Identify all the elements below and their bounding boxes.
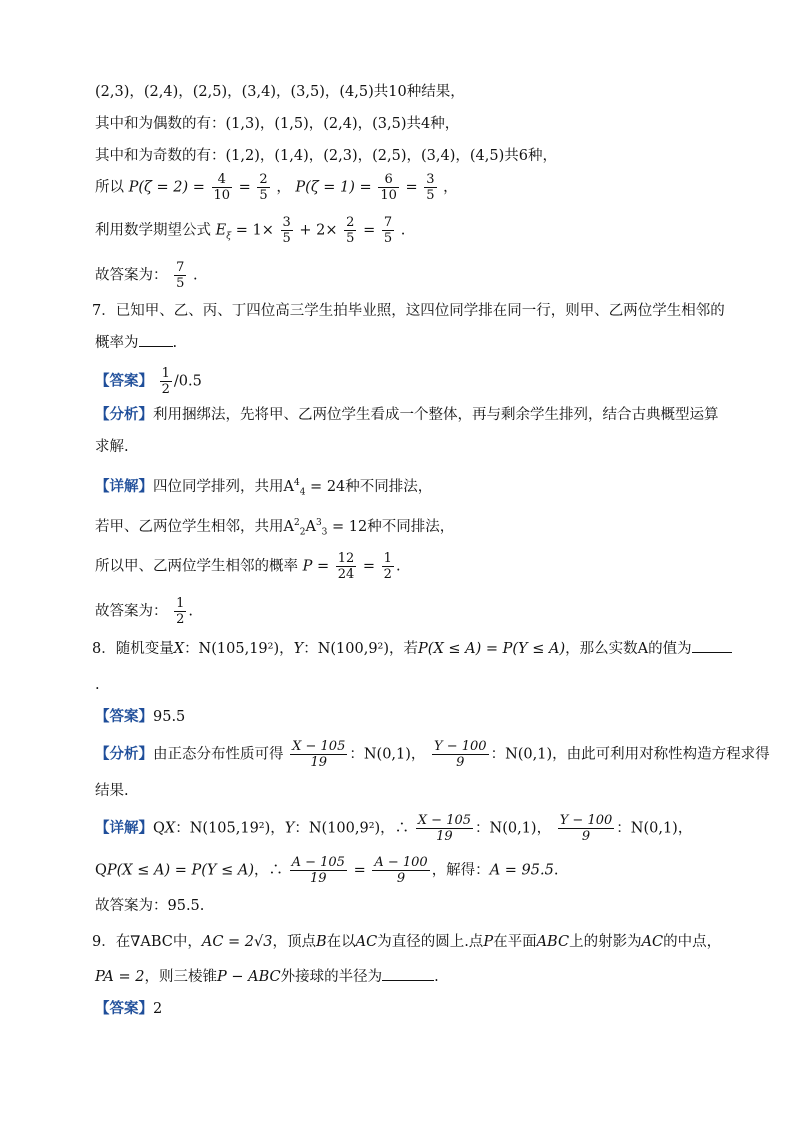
probability-line: 所以 P(ζ = 2) = $\frac{4}{10}$ = $\frac{2}{5}$ ， P(ζ = 1) = $\frac{6}{10}$ = $\frac{3}{5}$ ， bbox=[95, 172, 458, 203]
answer-blank bbox=[382, 968, 434, 981]
question-9-text: 9．在∇ABC中，AC = 2√3，顶点B在以AC为直径的圆上.点P在平面ABC上的射影为AC的中点， bbox=[92, 934, 722, 950]
answer-tag: 【答案】 bbox=[95, 1000, 153, 1017]
even-sum-outcomes: 其中和为偶数的有：(1,3)，(1,5)，(2,4)，(3,5)共4种， bbox=[95, 116, 460, 132]
question-8-text: 8．随机变量X：N(105,19²)，Y：N(100,9²)，若P(X ≤ A) = P(Y ≤ A)，那么实数A的值为 bbox=[92, 638, 732, 660]
fraction: $\frac{Y - 100}{9}$ bbox=[434, 739, 487, 770]
analysis-8: 【分析】由正态分布性质可得 $\frac{X - 105}{19}$ ：N(0,1)， $\frac{Y - 100}{9}$ ：N(0,1)，由此可利用对称性构造方程求得 bbox=[95, 739, 770, 770]
fraction: $\frac{3}{5}$ bbox=[426, 172, 435, 203]
answer-tag: 【答案】 bbox=[95, 708, 153, 725]
detail-tag: 【详解】 bbox=[95, 819, 153, 837]
fraction: $\frac{2}{5}$ bbox=[346, 215, 355, 246]
fraction: $\frac{X - 105}{19}$ bbox=[292, 739, 346, 770]
fraction: $\frac{Y - 100}{9}$ bbox=[559, 813, 613, 844]
expectation-line: 利用数学期望公式 $E_\xi = 1\times$ $\frac{3}{5}$ + 2× $\frac{2}{5}$ = $\frac{7}{5}$ . bbox=[95, 215, 406, 246]
solution-text-line bbox=[95, 81, 465, 103]
fraction: $\frac{12}{24}$ bbox=[337, 551, 355, 582]
detail-7-line: 所以甲、乙两位学生相邻的概率 P = $\frac{12}{24}$ = $\frac{1}{2}$ . bbox=[95, 551, 401, 582]
answer-blank bbox=[692, 640, 732, 653]
answer-blank bbox=[139, 334, 173, 347]
fraction: $\frac{7}{5}$ bbox=[176, 260, 185, 291]
odd-sum-outcomes: 其中和为奇数的有：(1,2)，(1,4)，(2,3)，(2,5)，(3,4)，(4,5)共6种， bbox=[95, 148, 557, 164]
outcomes-list: (2,3)，(2,4)，(2,5)，(3,4)，(3,5)，(4,5)共10种结果， bbox=[95, 84, 465, 100]
answer-line: 故答案为： $\frac{7}{5}$ . bbox=[95, 260, 198, 291]
analysis-tag: 【分析】 bbox=[95, 745, 153, 763]
fraction: $\frac{1}{2}$ bbox=[383, 551, 392, 582]
fraction: $\frac{2}{5}$ bbox=[259, 172, 268, 203]
fraction: $\frac{1}{2}$ bbox=[176, 596, 185, 627]
detail-tag: 【详解】 bbox=[95, 477, 153, 495]
fraction: $\frac{3}{5}$ bbox=[282, 215, 291, 246]
analysis-tag: 【分析】 bbox=[95, 406, 153, 423]
fraction: $\frac{A - 105}{19}$ bbox=[291, 855, 345, 886]
detail-7-answer: 故答案为： $\frac{1}{2}$ . bbox=[95, 596, 193, 627]
analysis-8-cont: 结果. bbox=[95, 783, 129, 799]
fraction: $\frac{7}{5}$ bbox=[383, 215, 393, 246]
fraction: $\frac{4}{10}$ bbox=[213, 172, 231, 203]
detail-7-line: 若甲、乙两位学生相邻，共用$A^2_2A^3_3 = 12$种不同排法， bbox=[95, 518, 455, 538]
solution-text-line bbox=[95, 145, 557, 167]
solution-text-line bbox=[95, 113, 459, 135]
answer-8: 【答案】95.5 bbox=[95, 708, 186, 725]
analysis-7: 【分析】利用捆绑法，先将甲、乙两位学生看成一个整体，再与剩余学生排列，结合古典概型运算 bbox=[95, 406, 719, 423]
fraction: $\frac{6}{10}$ bbox=[380, 172, 397, 203]
answer-tag: 【答案】 bbox=[95, 372, 153, 390]
question-9-text: PA = 2，则三棱锥P − ABC外接球的半径为 . bbox=[95, 969, 439, 985]
question-8-text: . bbox=[95, 677, 100, 693]
fraction: $\frac{X - 105}{19}$ bbox=[417, 813, 472, 844]
detail-8-answer: 故答案为：95.5. bbox=[95, 898, 205, 914]
fraction: $\frac{1}{2}$ bbox=[161, 366, 170, 397]
analysis-7-cont: 求解. bbox=[95, 439, 129, 455]
answer-7: 【答案】 $\frac{1}{2}$ /0.5 bbox=[95, 366, 202, 397]
answer-9: 【答案】2 bbox=[95, 1000, 163, 1017]
detail-7: 【详解】四位同学排列，共用$A^4_4 = 24$种不同排法， bbox=[95, 477, 433, 498]
detail-8-line: QP(X ≤ A) = P(Y ≤ A)，∴ $\frac{A - 105}{19}$ = $\frac{A - 100}{9}$ ，解得：A = 95.5. bbox=[95, 855, 559, 886]
question-7-text: 7．已知甲、乙、丙、丁四位高三学生拍毕业照，这四位同学排在同一行，则甲、乙两位学生相邻的 bbox=[92, 303, 725, 319]
fraction: $\frac{A - 100}{9}$ bbox=[374, 855, 428, 886]
question-7-text: 概率为 . bbox=[95, 335, 178, 351]
detail-8: 【详解】QX：N(105,19²)，Y：N(100,9²)，∴ $\frac{X - 105}{19}$ ：N(0,1)， $\frac{Y - 100}{9}$ ：N(0,1)， bbox=[95, 813, 693, 844]
